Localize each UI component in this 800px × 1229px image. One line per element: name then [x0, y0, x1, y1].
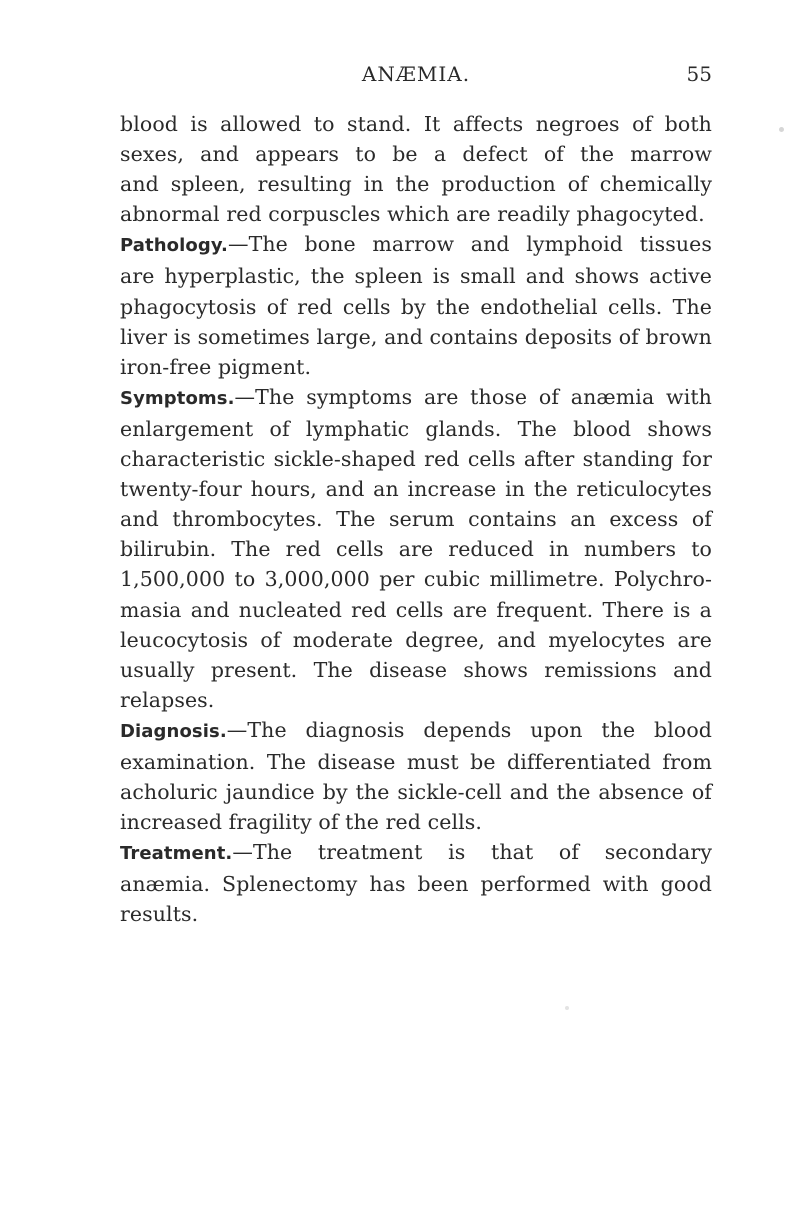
text-line	[120, 382, 712, 414]
text-run: —The bone marrow and lymphoid tissues	[227, 232, 712, 257]
text-line	[120, 837, 712, 869]
text-line: abnormal red corpuscles which are readily phagocyted.	[120, 202, 705, 227]
paper-speck	[779, 127, 784, 132]
text-line: are hyperplastic, the spleen is small and shows active	[120, 264, 712, 289]
section-heading-symptoms: Symptoms.	[120, 387, 235, 409]
text-line: leucocytosis of moderate degree, and myelocytes are	[120, 627, 712, 652]
text-line: and thrombocytes. The serum contains an excess of	[120, 507, 712, 532]
text-line: usually present. The disease shows remissions and	[120, 657, 712, 682]
section-heading-diagnosis: Diagnosis.	[120, 720, 227, 742]
page-number: 55	[686, 62, 712, 86]
text-line: 1,500,000 to 3,000,000 per cubic millimetre. Polychro-	[120, 567, 712, 592]
text-line: enlargement of lymphatic glands. The blood shows	[120, 416, 712, 441]
text-line	[120, 229, 712, 261]
text-line: anæmia. Splenectomy has been performed with good	[120, 872, 712, 897]
text-line: relapses.	[120, 687, 215, 712]
text-run: —The treatment is that of secondary	[232, 840, 712, 865]
text-line: masia and nucleated red cells are frequent. There is a	[120, 597, 712, 622]
text-line: twenty-four hours, and an increase in the reticulocytes	[120, 477, 712, 502]
paragraph-diagnosis	[120, 715, 712, 837]
paragraph-pathology	[120, 229, 712, 381]
text-line: phagocytosis of red cells by the endothelial cells. The	[120, 294, 712, 319]
text-line: increased fragility of the red cells.	[120, 810, 482, 835]
body-text	[120, 109, 712, 930]
paper-speck	[565, 1006, 569, 1010]
text-line: sexes, and appears to be a defect of the marrow	[120, 142, 712, 167]
text-line: acholuric jaundice by the sickle-cell and the absence of	[120, 780, 712, 805]
text-line: and spleen, resulting in the production of chemically	[120, 172, 712, 197]
running-title: ANÆMIA.	[361, 62, 471, 86]
text-run: —The diagnosis depends upon the blood	[226, 717, 712, 742]
section-heading-pathology: Pathology.	[120, 235, 228, 257]
paragraph-treatment	[120, 837, 712, 929]
text-line: examination. The disease must be differentiated from	[120, 749, 712, 774]
section-heading-treatment: Treatment.	[120, 843, 233, 865]
text-line: liver is sometimes large, and contains deposits of brown	[120, 324, 712, 349]
text-line: blood is allowed to stand. It affects negroes of both	[120, 112, 712, 136]
text-line: bilirubin. The red cells are reduced in numbers to	[120, 537, 712, 562]
paragraph-symptoms	[120, 382, 712, 715]
text-line: characteristic sickle-shaped red cells after standing for	[120, 447, 712, 472]
text-line: iron-free pigment.	[120, 354, 312, 379]
text-run: —The symptoms are those of anæmia with	[234, 384, 712, 409]
text-line	[120, 715, 712, 747]
text-line: results.	[120, 902, 199, 927]
paragraph-continuation	[120, 109, 712, 229]
running-head	[120, 60, 712, 94]
